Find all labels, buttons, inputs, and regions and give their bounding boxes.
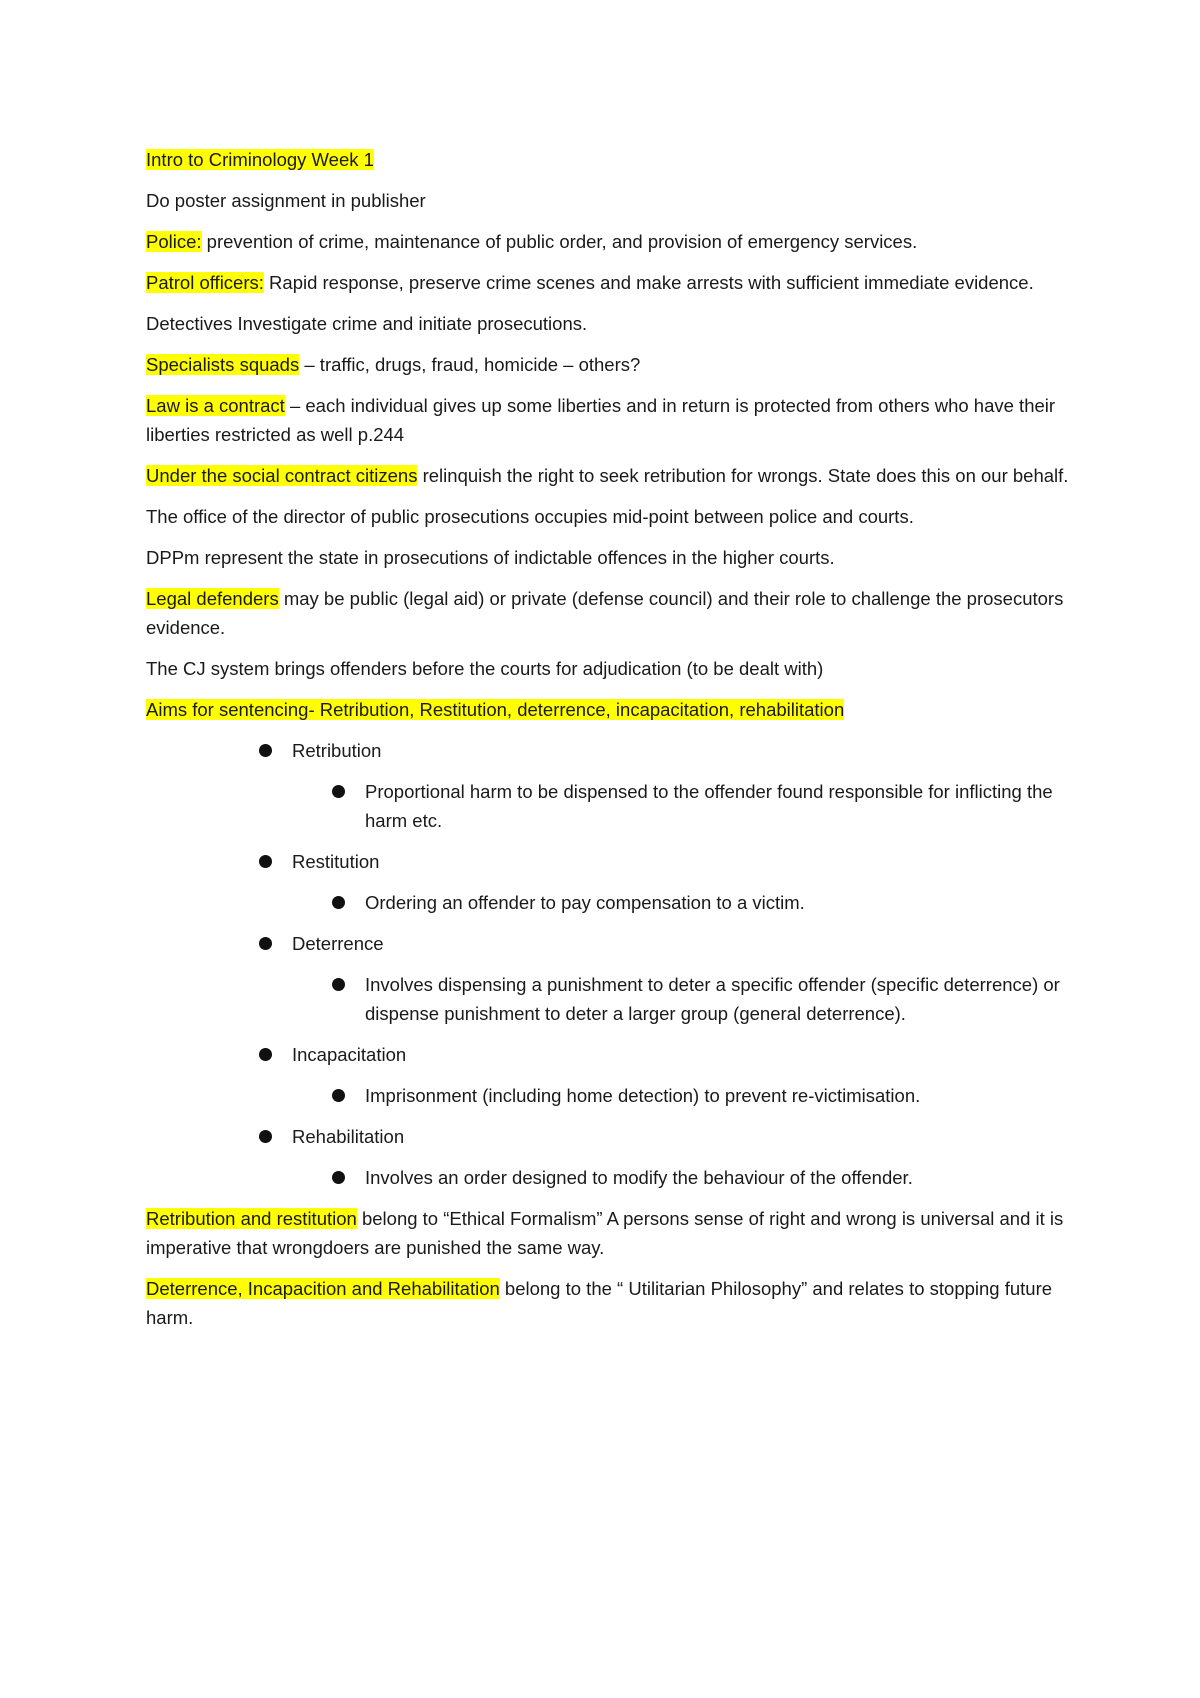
law-term: Law is a contract xyxy=(146,395,285,416)
cj-system-paragraph: The CJ system brings offenders before the courts for adjudication (to be dealt with) xyxy=(146,658,824,679)
aims-highlight: Aims for sentencing- Retribution, Restitution, deterrence, incapacitation, rehabilitation xyxy=(146,699,845,720)
detectives-paragraph: Detectives Investigate crime and initiate prosecutions. xyxy=(146,313,588,334)
list-subitem: Ordering an offender to pay compensation to a victim. xyxy=(146,888,1080,917)
list-subitem: Involves an order designed to modify the behaviour of the offender. xyxy=(146,1163,1080,1192)
utilitarian-paragraph xyxy=(146,1274,1080,1332)
list-item: Rehabilitation xyxy=(146,1122,1080,1151)
patrol-term: Patrol officers: xyxy=(146,272,264,293)
aims-list xyxy=(146,736,1080,1192)
aims-heading xyxy=(146,695,1080,724)
legal-term: Legal defenders xyxy=(146,588,279,609)
dpp-office-paragraph: The office of the director of public prosecutions occupies mid-point between police and courts. xyxy=(146,506,914,527)
specialists-paragraph xyxy=(146,350,1080,379)
doc-title xyxy=(146,145,1080,174)
utilitarian-term: Deterrence, Incapacition and Rehabilitation xyxy=(146,1278,500,1299)
specialists-term: Specialists squads xyxy=(146,354,300,375)
list-subitem: Involves dispensing a punishment to deter a specific offender (specific deterrence) or dispense punishment to deter a larger group (general deterrence). xyxy=(146,970,1080,1028)
doc-title-highlight: Intro to Criminology Week 1 xyxy=(146,149,374,170)
patrol-paragraph xyxy=(146,268,1080,297)
law-contract-paragraph xyxy=(146,391,1080,449)
police-paragraph xyxy=(146,227,1080,256)
retribution-term: Retribution and restitution xyxy=(146,1208,357,1229)
patrol-text: Rapid response, preserve crime scenes and make arrests with sufficient immediate evidence. xyxy=(263,272,1034,293)
ethical-formalism-text: belong to “Ethical Formalism” A persons sense of right and wrong is universal and it is imperative that wrongdoers are punished the same way. xyxy=(146,1208,1064,1258)
dppm-paragraph: DPPm represent the state in prosecutions of indictable offences in the higher courts. xyxy=(146,547,835,568)
social-term: Under the social contract citizens xyxy=(146,465,418,486)
list-item: Incapacitation xyxy=(146,1040,1080,1069)
list-item: Deterrence xyxy=(146,929,1080,958)
specialists-text: – traffic, drugs, fraud, homicide – others? xyxy=(299,354,641,375)
legal-defenders-paragraph xyxy=(146,584,1080,642)
poster-note: Do poster assignment in publisher xyxy=(146,190,426,211)
list-subitem: Imprisonment (including home detection) to prevent re-victimisation. xyxy=(146,1081,1080,1110)
police-text: prevention of crime, maintenance of public order, and provision of emergency services. xyxy=(201,231,918,252)
legal-text: may be public (legal aid) or private (defense council) and their role to challenge the prosecutors evidence. xyxy=(146,588,1064,638)
law-text: – each individual gives up some liberties and in return is protected from others who have their liberties restricted as well p.244 xyxy=(146,395,1056,445)
list-subitem: Proportional harm to be dispensed to the offender found responsible for inflicting the harm etc. xyxy=(146,777,1080,835)
social-text: relinquish the right to seek retribution for wrongs. State does this on our behalf. xyxy=(417,465,1069,486)
social-contract-paragraph xyxy=(146,461,1080,490)
list-item: Retribution xyxy=(146,736,1080,765)
police-term: Police: xyxy=(146,231,202,252)
list-item: Restitution xyxy=(146,847,1080,876)
utilitarian-text: belong to the “ Utilitarian Philosophy” and relates to stopping future harm. xyxy=(146,1278,1053,1328)
ethical-formalism-paragraph xyxy=(146,1204,1080,1262)
